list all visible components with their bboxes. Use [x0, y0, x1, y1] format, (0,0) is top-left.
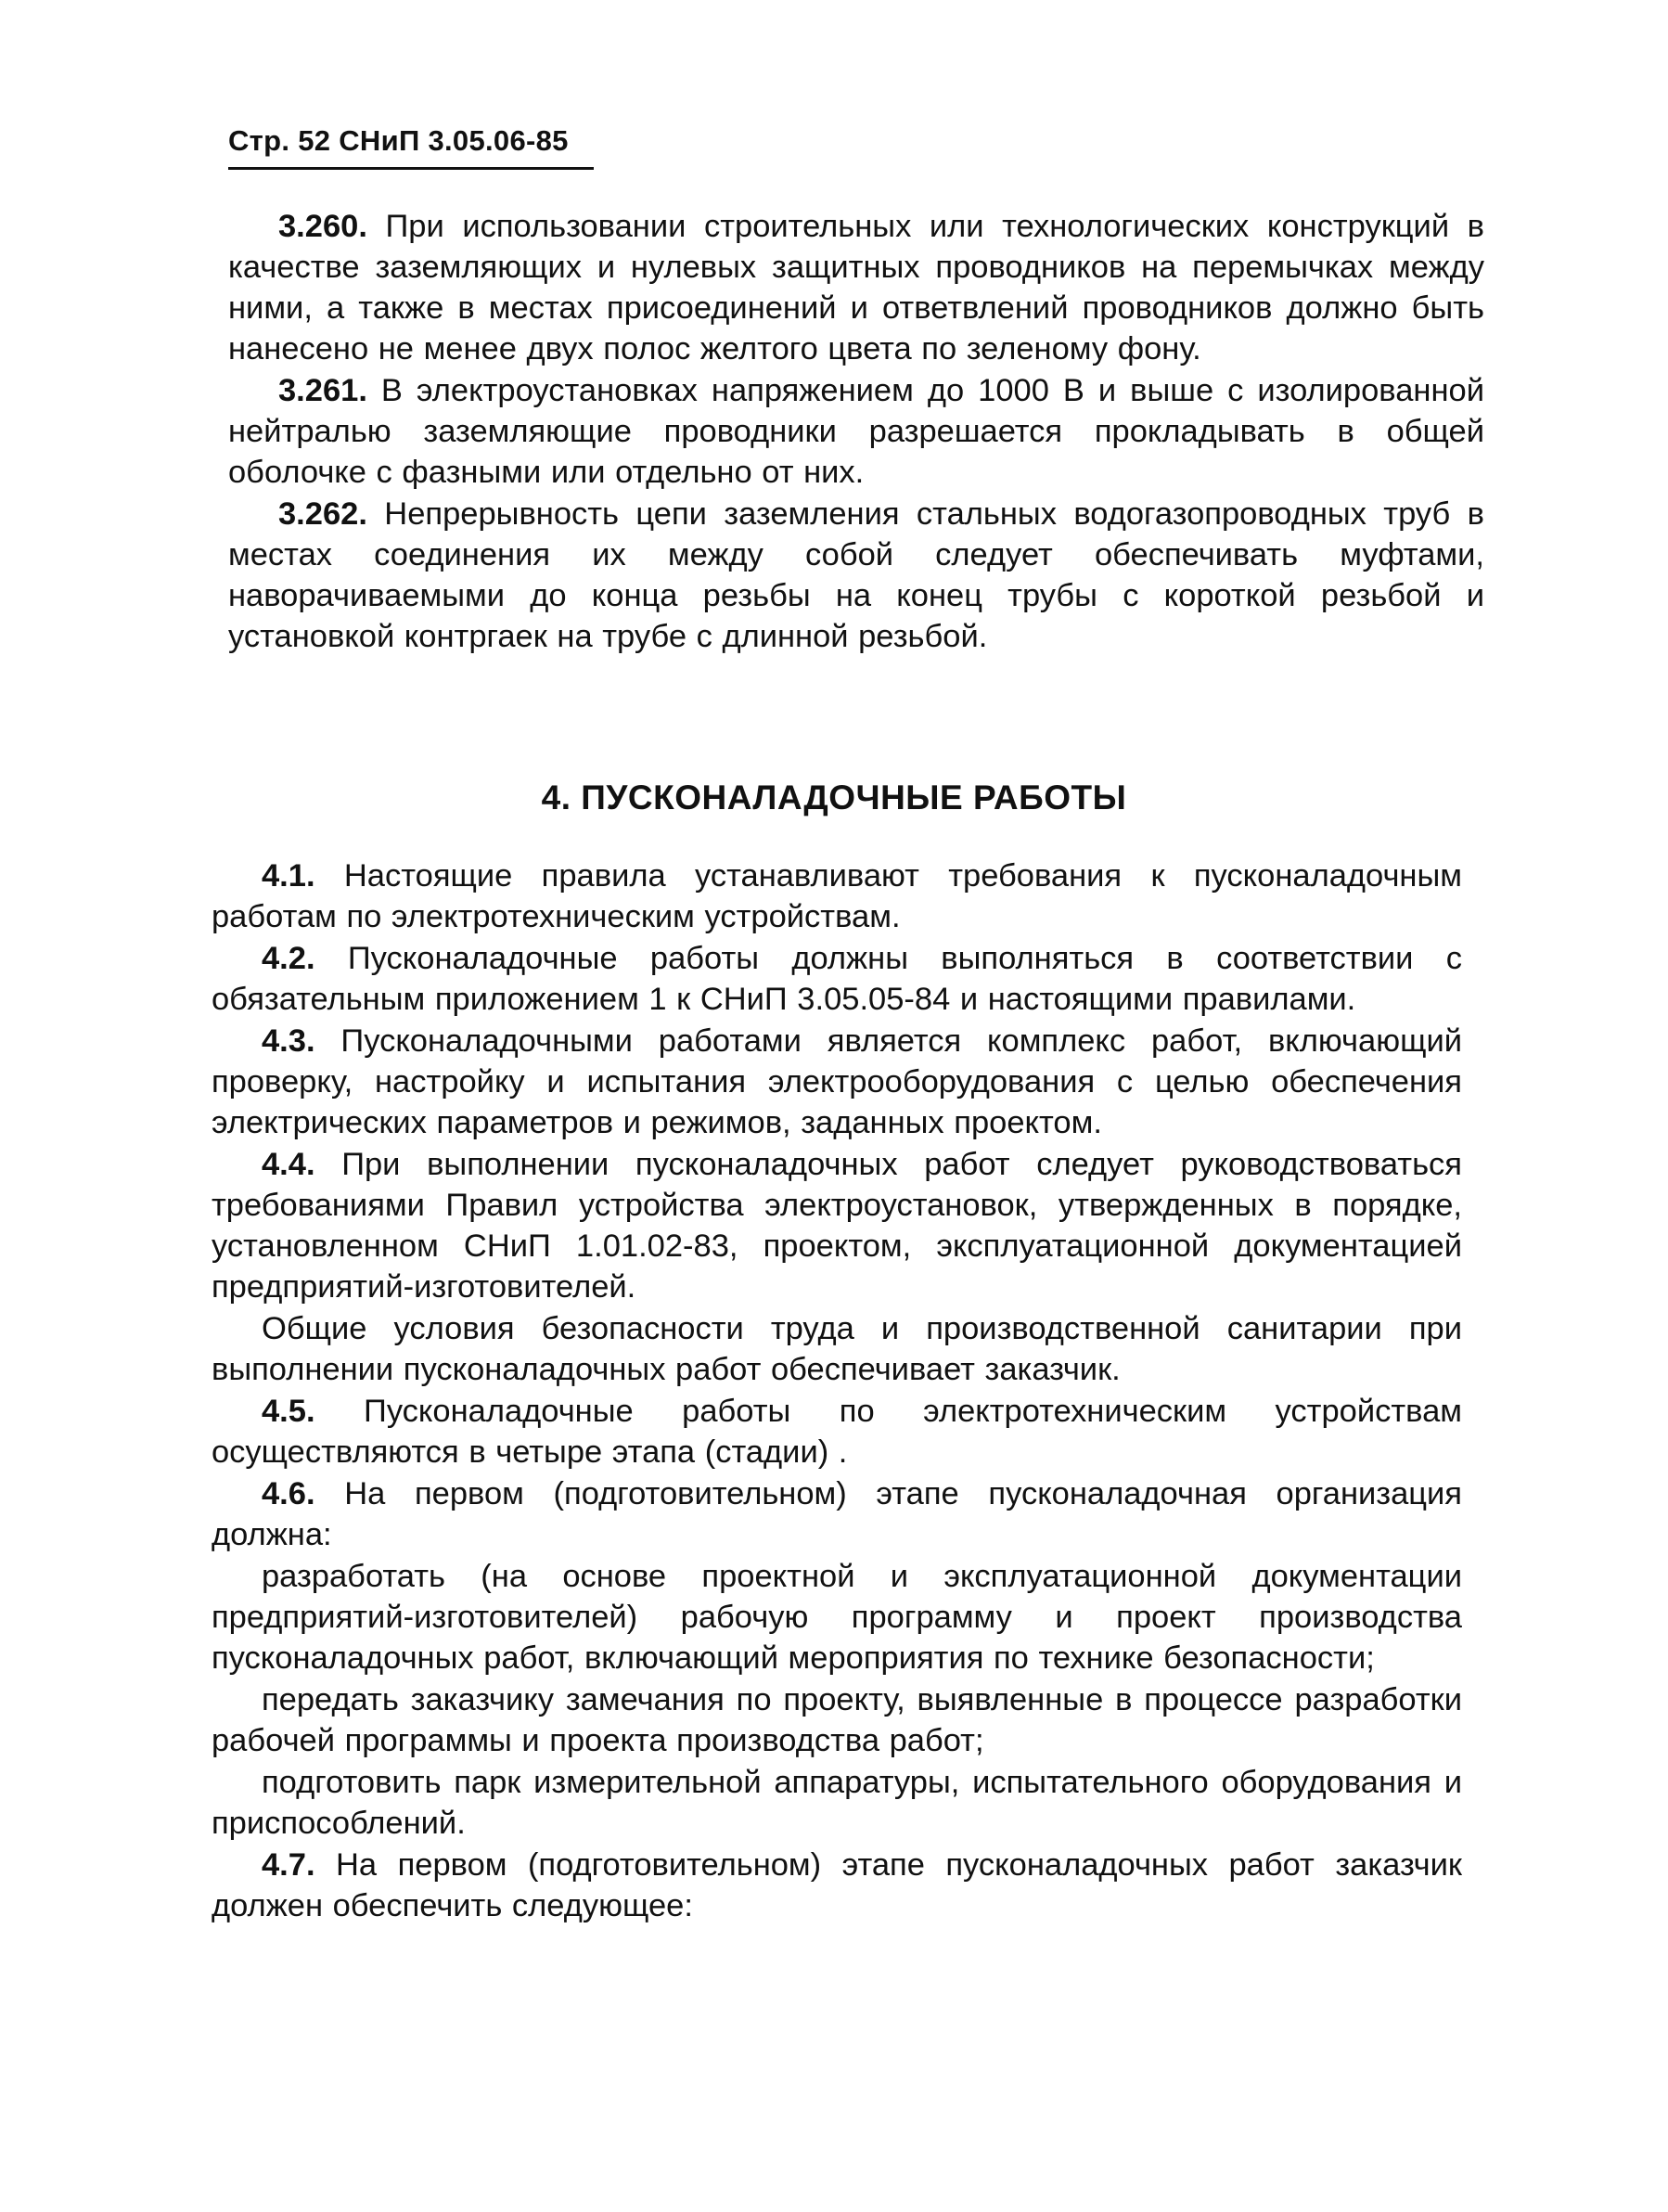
paragraph-text: Пусконаладочные работы по электротехническим устройствам осуществляются в четыре этапа (стадии) .: [212, 1394, 1463, 1470]
paragraph-4-2: [212, 938, 1462, 1020]
paragraph-number: 4.3.: [262, 1023, 315, 1059]
paragraph-number: 4.6.: [262, 1476, 315, 1511]
paragraph-number: 4.1.: [262, 858, 315, 894]
paragraph-3-260: [228, 206, 1484, 369]
paragraph-text: Общие условия безопасности труда и производственной санитарии при выполнении пусконаладочных работ обеспечивает заказчик.: [212, 1311, 1462, 1387]
paragraph-text: На первом (подготовительном) этапе пусконаладочных работ заказчик должен обеспечить следующее:: [212, 1847, 1462, 1923]
paragraph-4-4: [212, 1144, 1462, 1307]
paragraph-text: Настоящие правила устанавливают требования к пусконаладочным работам по электротехническим устройствам.: [212, 858, 1462, 934]
paragraph-text: Непрерывность цепи заземления стальных водогазопроводных труб в местах соединения их между собой следует обеспечивать муфтами, наворачиваемыми до конца резьбы на конец трубы с короткой резьбой и установкой контргаек на трубе с длинной резьбой.: [228, 496, 1484, 654]
paragraph-safety: [212, 1308, 1462, 1390]
paragraph-transfer: [212, 1679, 1462, 1761]
bottom-paragraphs: [212, 855, 1462, 1927]
paragraph-number: 3.262.: [278, 496, 367, 532]
paragraph-4-1: [212, 855, 1462, 937]
paragraph-text: В электроустановках напряжением до 1000 В и выше с изолированной нейтралью заземляющие проводники разрешается прокладывать в общей оболочке с фазными или отдельно от них.: [228, 373, 1484, 490]
paragraph-4-3: [212, 1021, 1462, 1143]
paragraph-4-5: [212, 1391, 1462, 1473]
paragraph-text: При выполнении пусконаладочных работ следует руководствоваться требованиями Правил устройства электроустановок, утвержденных в порядке, установленном СНиП 1.01.02-83, проектом, эксплуатационной документацией предприятий-изготовителей.: [212, 1147, 1462, 1305]
running-header: Стр. 52 СНиП 3.05.06-85: [228, 124, 594, 170]
paragraph-text: На первом (подготовительном) этапе пусконаладочная организация должна:: [212, 1476, 1462, 1552]
paragraph-4-6: [212, 1473, 1462, 1555]
paragraph-number: 4.2.: [262, 941, 315, 976]
paragraph-number: 4.5.: [262, 1394, 315, 1429]
paragraph-3-262: [228, 494, 1484, 657]
paragraph-text: Пусконаладочные работы должны выполняться в соответствии с обязательным приложением 1 к СНиП 3.05.05-84 и настоящими правилами.: [212, 941, 1462, 1017]
paragraph-develop: [212, 1556, 1462, 1678]
paragraph-prepare: [212, 1762, 1462, 1844]
section-title: 4. ПУСКОНАЛАДОЧНЫЕ РАБОТЫ: [541, 778, 1127, 817]
top-paragraphs: [228, 206, 1484, 658]
paragraph-text: При использовании строительных или технологических конструкций в качестве заземляющих и нулевых защитных проводников на перемычках между ними, а также в местах присоединений и ответвлений проводников должно быть нанесено не менее двух полос желтого цвета по зеленому фону.: [228, 209, 1484, 367]
paragraph-number: 3.261.: [278, 373, 367, 408]
paragraph-4-7: [212, 1845, 1462, 1926]
paragraph-number: 3.260.: [278, 209, 367, 244]
paragraph-3-261: [228, 370, 1484, 493]
paragraph-text: Пусконаладочными работами является комплекс работ, включающий проверку, настройку и испытания электрооборудования с целью обеспечения электрических параметров и режимов, заданных проектом.: [212, 1023, 1462, 1140]
paragraph-number: 4.4.: [262, 1147, 315, 1182]
paragraph-text: передать заказчику замечания по проекту, выявленные в процессе разработки рабочей программы и проекта производства работ;: [212, 1682, 1462, 1758]
paragraph-text: разработать (на основе проектной и эксплуатационной документации предприятий-изготовителей) рабочую программу и проект производства пусконаладочных работ, включающий мероприятия по технике безопасности;: [212, 1559, 1462, 1676]
paragraph-number: 4.7.: [262, 1847, 315, 1883]
paragraph-text: подготовить парк измерительной аппаратуры, испытательного оборудования и приспособлений.: [212, 1765, 1462, 1841]
